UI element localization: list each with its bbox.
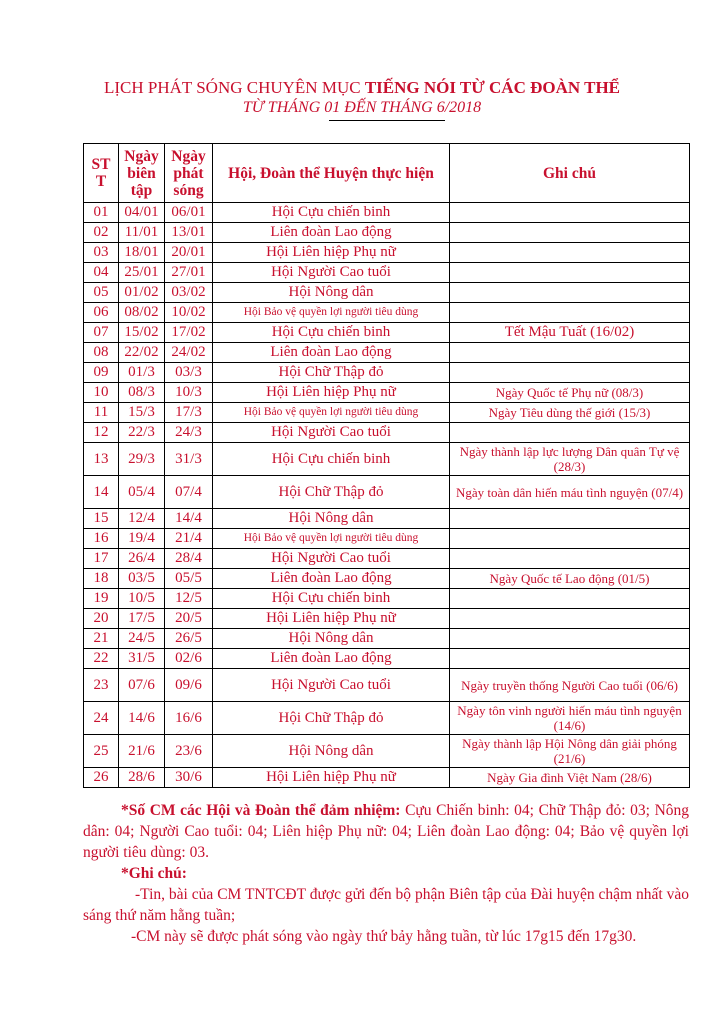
table-row <box>84 343 690 363</box>
cell-ngay-phat-song: 12/5 <box>165 589 213 609</box>
cell-stt: 23 <box>84 669 119 702</box>
cell-stt: 04 <box>84 263 119 283</box>
table-row <box>84 768 690 788</box>
cell-ngay-phat-song: 02/6 <box>165 649 213 669</box>
cell-ngay-phat-song: 07/4 <box>165 476 213 509</box>
cell-hoi: Hội Cựu chiến binh <box>213 443 450 476</box>
cell-ngay-phat-song: 30/6 <box>165 768 213 788</box>
cell-ngay-phat-song: 28/4 <box>165 549 213 569</box>
cell-ngay-phat-song: 20/5 <box>165 609 213 629</box>
cell-ngay-bien-tap: 08/02 <box>119 303 165 323</box>
cell-ngay-bien-tap: 22/3 <box>119 423 165 443</box>
cell-ngay-phat-song: 17/02 <box>165 323 213 343</box>
table-row <box>84 423 690 443</box>
cell-ngay-phat-song: 03/3 <box>165 363 213 383</box>
cell-ngay-bien-tap: 26/4 <box>119 549 165 569</box>
cell-ngay-bien-tap: 05/4 <box>119 476 165 509</box>
cell-ngay-bien-tap: 11/01 <box>119 223 165 243</box>
cell-hoi: Hội Bảo vệ quyền lợi người tiêu dùng <box>213 529 450 549</box>
cell-ghi-chu <box>450 263 690 283</box>
cell-hoi: Hội Cựu chiến binh <box>213 203 450 223</box>
cell-ghi-chu <box>450 223 690 243</box>
table-row <box>84 669 690 702</box>
cell-ngay-phat-song: 31/3 <box>165 443 213 476</box>
cell-ghi-chu <box>450 283 690 303</box>
cell-ghi-chu <box>450 303 690 323</box>
table-row <box>84 383 690 403</box>
cell-ghi-chu <box>450 589 690 609</box>
table-body <box>84 203 690 788</box>
cell-ngay-phat-song: 17/3 <box>165 403 213 423</box>
cell-ngay-phat-song: 09/6 <box>165 669 213 702</box>
schedule-table <box>83 143 690 788</box>
cell-hoi: Liên đoàn Lao động <box>213 223 450 243</box>
table-row <box>84 649 690 669</box>
cell-ngay-phat-song: 20/01 <box>165 243 213 263</box>
cell-hoi: Hội Chữ Thập đỏ <box>213 363 450 383</box>
cell-stt: 09 <box>84 363 119 383</box>
cell-ghi-chu <box>450 629 690 649</box>
cell-ngay-phat-song: 06/01 <box>165 203 213 223</box>
table-row <box>84 323 690 343</box>
header-stt: ST T <box>84 144 119 203</box>
subtitle-underline <box>329 120 445 121</box>
table-row <box>84 476 690 509</box>
table-row <box>84 303 690 323</box>
cell-stt: 02 <box>84 223 119 243</box>
cell-stt: 07 <box>84 323 119 343</box>
cell-ngay-bien-tap: 19/4 <box>119 529 165 549</box>
table-row <box>84 263 690 283</box>
table-row <box>84 283 690 303</box>
cell-hoi: Hội Chữ Thập đỏ <box>213 476 450 509</box>
cell-ngay-bien-tap: 15/02 <box>119 323 165 343</box>
cell-ngay-phat-song: 10/3 <box>165 383 213 403</box>
cell-hoi: Hội Cựu chiến binh <box>213 589 450 609</box>
header-ngay-bien-tap: Ngày biên tập <box>119 144 165 203</box>
cell-ngay-bien-tap: 01/02 <box>119 283 165 303</box>
so-cm-text: Cựu Chiến binh: 04; Chữ Thập đỏ: 03; Nông dân: 04; Người Cao tuổi: 04; Liên hiệp Phụ nữ: 04; Liên đoàn Lao động: 04; Bảo vệ quyền lợi người tiêu dùng: 03. <box>83 802 690 861</box>
cell-stt: 14 <box>84 476 119 509</box>
cell-ghi-chu <box>450 343 690 363</box>
cell-ngay-bien-tap: 22/02 <box>119 343 165 363</box>
table-row <box>84 363 690 383</box>
cell-stt: 24 <box>84 702 119 735</box>
cell-stt: 15 <box>84 509 119 529</box>
document-subtitle: TỪ THÁNG 01 ĐẾN THÁNG 6/2018 <box>242 99 482 116</box>
cell-hoi: Hội Người Cao tuổi <box>213 263 450 283</box>
cell-hoi: Hội Chữ Thập đỏ <box>213 702 450 735</box>
cell-stt: 25 <box>84 735 119 768</box>
note-2: -CM này sẽ được phát sóng vào ngày thứ bảy hằng tuần, từ lúc 17g15 đến 17g30. <box>131 928 637 945</box>
cell-ngay-phat-song: 05/5 <box>165 569 213 589</box>
cell-ngay-bien-tap: 18/01 <box>119 243 165 263</box>
cell-hoi: Hội Bảo vệ quyền lợi người tiêu dùng <box>213 303 450 323</box>
cell-ghi-chu: Ngày toàn dân hiến máu tình nguyện (07/4) <box>450 476 690 509</box>
cell-stt: 10 <box>84 383 119 403</box>
table-row <box>84 609 690 629</box>
cell-ngay-bien-tap: 03/5 <box>119 569 165 589</box>
cell-ngay-bien-tap: 31/5 <box>119 649 165 669</box>
cell-stt: 19 <box>84 589 119 609</box>
cell-ngay-phat-song: 23/6 <box>165 735 213 768</box>
cell-stt: 08 <box>84 343 119 363</box>
title-prefix: LỊCH PHÁT SÓNG CHUYÊN MỤC <box>103 78 365 97</box>
cell-ngay-bien-tap: 29/3 <box>119 443 165 476</box>
cell-ngay-bien-tap: 15/3 <box>119 403 165 423</box>
cell-ngay-phat-song: 24/3 <box>165 423 213 443</box>
cell-ngay-bien-tap: 10/5 <box>119 589 165 609</box>
document-title <box>0 78 724 98</box>
cell-hoi: Hội Liên hiệp Phụ nữ <box>213 768 450 788</box>
cell-ngay-bien-tap: 14/6 <box>119 702 165 735</box>
cell-ngay-phat-song: 13/01 <box>165 223 213 243</box>
table-row <box>84 403 690 423</box>
table-row <box>84 549 690 569</box>
cell-hoi: Hội Nông dân <box>213 283 450 303</box>
table-row <box>84 735 690 768</box>
cell-ghi-chu: Tết Mậu Tuất (16/02) <box>450 323 690 343</box>
cell-ngay-phat-song: 27/01 <box>165 263 213 283</box>
cell-ngay-bien-tap: 12/4 <box>119 509 165 529</box>
table-row <box>84 589 690 609</box>
cell-ngay-phat-song: 24/02 <box>165 343 213 363</box>
cell-stt: 16 <box>84 529 119 549</box>
cell-stt: 22 <box>84 649 119 669</box>
cell-hoi: Hội Liên hiệp Phụ nữ <box>213 383 450 403</box>
cell-hoi: Liên đoàn Lao động <box>213 343 450 363</box>
footer-notes <box>83 800 689 947</box>
cell-hoi: Hội Người Cao tuổi <box>213 669 450 702</box>
table-row <box>84 629 690 649</box>
header-ngay-phat-song: Ngày phát sóng <box>165 144 213 203</box>
cell-ngay-phat-song: 21/4 <box>165 529 213 549</box>
table-row <box>84 569 690 589</box>
cell-ngay-phat-song: 10/02 <box>165 303 213 323</box>
so-cm-label: *Số CM các Hội và Đoàn thể đảm nhiệm: <box>121 802 401 819</box>
cell-hoi: Hội Người Cao tuổi <box>213 423 450 443</box>
cell-ngay-bien-tap: 21/6 <box>119 735 165 768</box>
cell-stt: 05 <box>84 283 119 303</box>
cell-ghi-chu <box>450 423 690 443</box>
cell-ngay-bien-tap: 17/5 <box>119 609 165 629</box>
table-row <box>84 443 690 476</box>
cell-stt: 18 <box>84 569 119 589</box>
cell-ghi-chu <box>450 609 690 629</box>
cell-stt: 06 <box>84 303 119 323</box>
title-bold: TIẾNG NÓI TỪ CÁC ĐOÀN THỂ <box>364 78 621 97</box>
cell-ghi-chu: Ngày thành lập lực lượng Dân quân Tự vệ (28/3) <box>450 443 690 476</box>
cell-ngay-phat-song: 16/6 <box>165 702 213 735</box>
cell-stt: 03 <box>84 243 119 263</box>
cell-stt: 12 <box>84 423 119 443</box>
cell-hoi: Hội Liên hiệp Phụ nữ <box>213 609 450 629</box>
cell-hoi: Hội Bảo vệ quyền lợi người tiêu dùng <box>213 403 450 423</box>
cell-ghi-chu: Ngày thành lập Hội Nông dân giải phóng (21/6) <box>450 735 690 768</box>
cell-ghi-chu: Ngày Gia đình Việt Nam (28/6) <box>450 768 690 788</box>
cell-stt: 11 <box>84 403 119 423</box>
cell-ghi-chu: Ngày Quốc tế Phụ nữ (08/3) <box>450 383 690 403</box>
cell-hoi: Liên đoàn Lao động <box>213 649 450 669</box>
table-row <box>84 243 690 263</box>
cell-hoi: Hội Liên hiệp Phụ nữ <box>213 243 450 263</box>
note-1: -Tin, bài của CM TNTCĐT được gửi đến bộ phận Biên tập của Đài huyện chậm nhất vào sáng thứ năm hằng tuần; <box>83 886 689 924</box>
cell-ghi-chu: Ngày tôn vinh người hiến máu tình nguyện (14/6) <box>450 702 690 735</box>
cell-ghi-chu <box>450 203 690 223</box>
ghi-chu-label: *Ghi chú: <box>121 865 187 882</box>
cell-stt: 17 <box>84 549 119 569</box>
cell-ngay-bien-tap: 04/01 <box>119 203 165 223</box>
table-row <box>84 509 690 529</box>
cell-ghi-chu <box>450 509 690 529</box>
cell-ngay-bien-tap: 08/3 <box>119 383 165 403</box>
header-ghi-chu: Ghi chú <box>450 144 690 203</box>
cell-ngay-phat-song: 14/4 <box>165 509 213 529</box>
table-row <box>84 702 690 735</box>
cell-hoi: Liên đoàn Lao động <box>213 569 450 589</box>
cell-ngay-phat-song: 26/5 <box>165 629 213 649</box>
so-cm-paragraph <box>83 800 689 863</box>
cell-ngay-bien-tap: 07/6 <box>119 669 165 702</box>
cell-ngay-bien-tap: 25/01 <box>119 263 165 283</box>
cell-stt: 26 <box>84 768 119 788</box>
cell-stt: 01 <box>84 203 119 223</box>
cell-stt: 20 <box>84 609 119 629</box>
table-row <box>84 203 690 223</box>
cell-ghi-chu <box>450 549 690 569</box>
cell-ghi-chu <box>450 649 690 669</box>
table-row <box>84 529 690 549</box>
cell-ghi-chu <box>450 243 690 263</box>
cell-hoi: Hội Nông dân <box>213 735 450 768</box>
cell-hoi: Hội Nông dân <box>213 509 450 529</box>
cell-ghi-chu: Ngày Tiêu dùng thế giới (15/3) <box>450 403 690 423</box>
cell-ngay-phat-song: 03/02 <box>165 283 213 303</box>
cell-hoi: Hội Cựu chiến binh <box>213 323 450 343</box>
table-header-row <box>84 144 690 203</box>
cell-ghi-chu: Ngày Quốc tế Lao động (01/5) <box>450 569 690 589</box>
cell-ngay-bien-tap: 28/6 <box>119 768 165 788</box>
cell-ghi-chu: Ngày truyền thống Người Cao tuổi (06/6) <box>450 669 690 702</box>
cell-stt: 21 <box>84 629 119 649</box>
cell-stt: 13 <box>84 443 119 476</box>
table-row <box>84 223 690 243</box>
cell-ghi-chu <box>450 529 690 549</box>
cell-hoi: Hội Người Cao tuổi <box>213 549 450 569</box>
cell-ngay-bien-tap: 01/3 <box>119 363 165 383</box>
cell-ghi-chu <box>450 363 690 383</box>
header-hoi: Hội, Đoàn thể Huyện thực hiện <box>213 144 450 203</box>
cell-hoi: Hội Nông dân <box>213 629 450 649</box>
cell-ngay-bien-tap: 24/5 <box>119 629 165 649</box>
